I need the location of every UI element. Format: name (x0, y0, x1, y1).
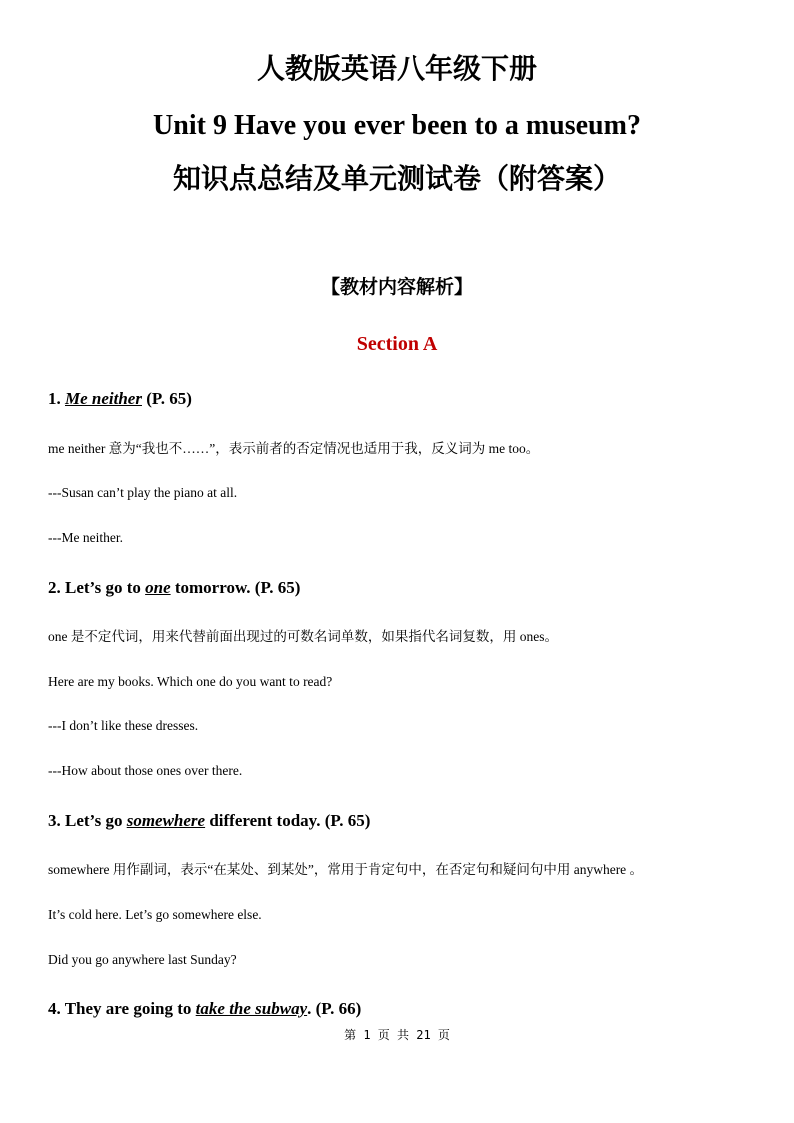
item-number: 2. (48, 578, 65, 597)
page-number-footer: 第 1 页 共 21 页 (344, 1028, 450, 1042)
item-prefix: They are going to (64, 999, 196, 1018)
key-phrase: take the subway (195, 999, 308, 1018)
example-sentence: ---How about those ones over there. (48, 763, 243, 778)
item-heading-4 (48, 998, 361, 1020)
key-phrase: one (145, 578, 171, 597)
item-heading-2 (48, 577, 300, 599)
explanation-text: somewhere 用作副词，表示“在某处、到某处”，常用于肯定句中，在否定句和疑问句中用 anywhere 。 (48, 862, 644, 877)
key-phrase: Me neither (65, 389, 142, 408)
explanation-text: me neither 意为“我也不……”，表示前者的否定情况也适用于我，反义词为 me too。 (48, 441, 540, 456)
content-analysis-heading: 【教材内容解析】 (320, 277, 473, 298)
item-suffix: different today. (P. 65) (205, 811, 371, 830)
key-phrase: somewhere (126, 811, 206, 830)
explanation-text: one 是不定代词，用来代替前面出现过的可数名词单数，如果指代名词复数，用 ones。 (48, 629, 558, 644)
item-prefix: Let’s go to (65, 578, 146, 597)
item-heading-1 (48, 388, 192, 410)
item-number: 4. (48, 999, 65, 1018)
item-suffix: . (P. 66) (307, 999, 362, 1018)
example-sentence: Did you go anywhere last Sunday? (48, 952, 237, 967)
example-sentence: ---Susan can’t play the piano at all. (48, 485, 238, 500)
item-number: 1. (48, 389, 65, 408)
example-sentence: It’s cold here. Let’s go somewhere else. (48, 907, 262, 922)
item-heading-3 (48, 810, 370, 832)
example-sentence: ---I don’t like these dresses. (48, 718, 199, 733)
example-sentence: Here are my books. Which one do you want to read? (48, 674, 333, 689)
item-number: 3. (48, 811, 65, 830)
example-sentence: ---Me neither. (48, 530, 123, 545)
document-subtitle: 知识点总结及单元测试卷（附答案） (172, 164, 621, 195)
item-suffix: tomorrow. (P. 65) (170, 578, 301, 597)
item-suffix: (P. 65) (141, 389, 192, 408)
document-title-unit: Unit 9 Have you ever been to a museum? (153, 110, 641, 141)
section-a-heading: Section A (356, 333, 438, 355)
item-prefix: Let’s go (65, 811, 127, 830)
document-title-chinese: 人教版英语八年级下册 (256, 54, 537, 85)
